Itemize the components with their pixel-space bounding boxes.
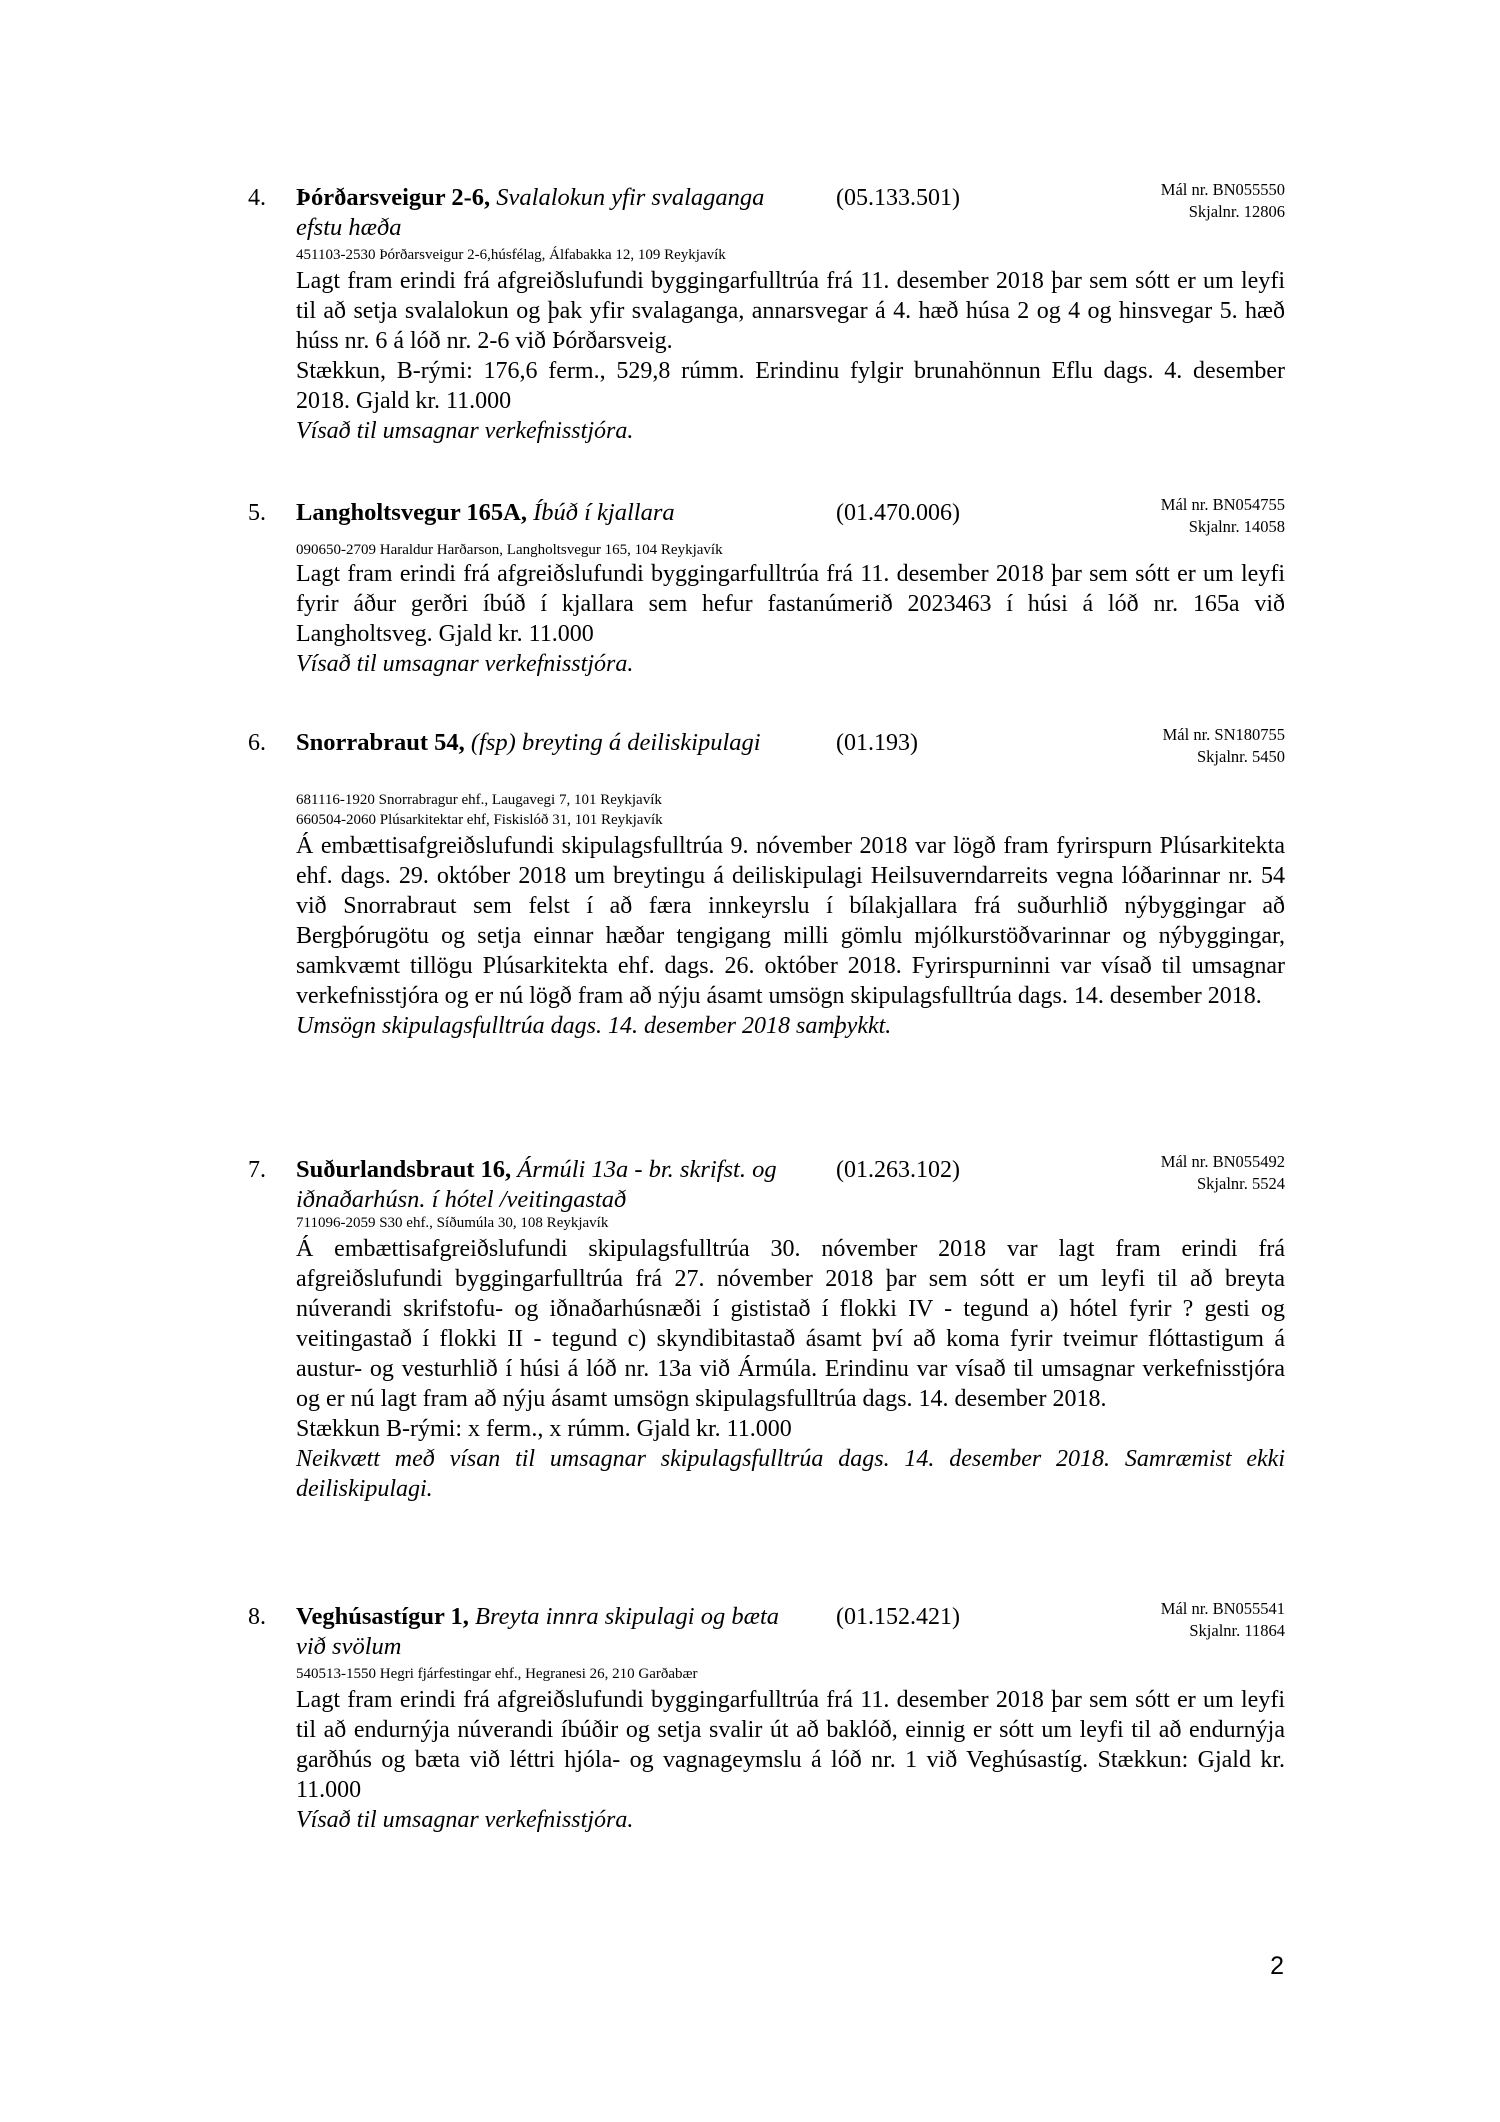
case-reference [1161, 1151, 1285, 1195]
case-number: Mál nr. SN180755 [1162, 725, 1285, 744]
document-number: Skjalnr. 5450 [1196, 747, 1285, 766]
document-number: Skjalnr. 5524 [1196, 1174, 1285, 1193]
applicant-list [296, 1664, 698, 1684]
item-heading [296, 728, 806, 758]
item-heading [296, 1602, 806, 1662]
item-body [296, 1234, 1285, 1504]
item-subject: Ármúli 13a - br. skrifst. og iðnaðarhúsn. í hótel /veitingastað [296, 1156, 777, 1213]
case-reference [1161, 1598, 1285, 1642]
case-number: Mál nr. BN054755 [1160, 495, 1285, 514]
item-body [296, 831, 1285, 1041]
item-land-code: (01.152.421) [836, 1604, 960, 1630]
applicant: 711096-2059 S30 ehf., Síðumúla 30, 108 Reykjavík [296, 1215, 609, 1231]
applicant: 660504-2060 Plúsarkitektar ehf, Fiskislóð 31, 101 Reykjavík [296, 812, 663, 828]
case-reference [1161, 179, 1285, 223]
item-body [296, 1685, 1285, 1835]
applicant-list [296, 245, 726, 265]
item-decision: Umsögn skipulagsfulltrúa dags. 14. desember 2018 samþykkt. [296, 1013, 892, 1039]
body-paragraph: Stækkun B-rými: x ferm., x rúmm. Gjald kr. 11.000 [296, 1416, 792, 1442]
applicant-list [296, 790, 663, 830]
case-number: Mál nr. BN055550 [1160, 180, 1285, 199]
item-body [296, 266, 1285, 446]
body-paragraph: Lagt fram erindi frá afgreiðslufundi byggingarfulltrúa frá 11. desember 2018 þar sem sótt er um leyfi til að endurnýja núverandi íbúðir og setja svalir út að baklóð, einnig er sótt um leyfi til að endurnýja garðhús og bæta við léttri hjóla- og vagnageymslu á lóð nr. 1 við Veghúsastíg. Stækkun: Gjald kr. 11.000 [296, 1687, 1285, 1803]
item-land-code: (05.133.501) [836, 185, 960, 211]
item-heading [296, 183, 806, 243]
item-decision: Vísað til umsagnar verkefnisstjóra. [296, 418, 634, 444]
case-number: Mál nr. BN055492 [1160, 1152, 1285, 1171]
item-body [296, 559, 1285, 679]
case-number: Mál nr. BN055541 [1160, 1599, 1285, 1618]
applicant-list [296, 1213, 608, 1233]
body-paragraph: Á embættisafgreiðslufundi skipulagsfulltrúa 30. nóvember 2018 var lagt fram erindi frá afgreiðslufundi byggingarfulltrúa frá 27. nóvember 2018 þar sem sótt er um leyfi til að breyta núverandi skrifstofu- og iðnaðarhúsnæði í gististað í flokki IV - tegund a) hótel fyrir ? gesti og veitingastað í flokki II - tegund c) skyndibitastað ásamt því að koma fyrir tveimur flóttastigum á austur- og vesturhlið í húsi á lóð nr. 13a við Ármúla. Erindinu var vísað til umsagnar verkefnisstjóra og er nú lagt fram að nýju ásamt umsögn skipulagsfulltrúa dags. 14. desember 2018. [296, 1236, 1285, 1412]
item-address: Suðurlandsbraut 16, [296, 1156, 512, 1183]
document-number: Skjalnr. 12806 [1188, 202, 1285, 221]
item-decision: Vísað til umsagnar verkefnisstjóra. [296, 1807, 634, 1833]
item-land-code: (01.470.006) [836, 500, 960, 526]
body-paragraph: Lagt fram erindi frá afgreiðslufundi byggingarfulltrúa frá 11. desember 2018 þar sem sótt er um leyfi til að setja svalalokun og þak yfir svalaganga, annarsvegar á 4. hæð húsa 2 og 4 og hinsvegar 5. hæð húss nr. 6 á lóð nr. 2-6 við Þórðarsveig. [296, 268, 1285, 354]
item-address: Þórðarsveigur 2-6, [296, 184, 491, 211]
item-decision: Vísað til umsagnar verkefnisstjóra. [296, 651, 634, 677]
item-land-code: (01.263.102) [836, 1157, 960, 1183]
applicant-list [296, 540, 723, 560]
case-reference [1163, 724, 1285, 768]
body-paragraph: Á embættisafgreiðslufundi skipulagsfulltrúa 9. nóvember 2018 var lögð fram fyrirspurn Plúsarkitekta ehf. dags. 29. október 2018 um breytingu á deiliskipulagi Heilsuverndarreits vegna lóðarinnar nr. 54 við Snorrabraut sem felst í að færa innkeyrslu í bílakjallara frá suðurhlið nýbyggingar að Bergþórugötu og setja einnar hæðar tengigang milli gömlu mjólkurstöðvarinnar og nýbyggingar, samkvæmt tillögu Plúsarkitekta ehf. dags. 26. október 2018. Fyrirspurninni var vísað til umsagnar verkefnisstjóra og er nú lögð fram að nýju ásamt umsögn skipulagsfulltrúa dags. 14. desember 2018. [296, 833, 1285, 1009]
applicant: 681116-1920 Snorrabragur ehf., Laugavegi 7, 101 Reykjavík [296, 792, 662, 808]
applicant: 540513-1550 Hegri fjárfestingar ehf., Hegranesi 26, 210 Garðabær [296, 1666, 698, 1682]
item-number: 4. [248, 185, 266, 211]
item-heading [296, 1155, 806, 1215]
case-reference [1161, 494, 1285, 538]
item-heading [296, 498, 806, 528]
item-address: Snorrabraut 54, [296, 729, 465, 756]
item-number: 6. [248, 730, 266, 756]
body-paragraph: Lagt fram erindi frá afgreiðslufundi byggingarfulltrúa frá 11. desember 2018 þar sem sótt er um leyfi fyrir áður gerðri íbúð í kjallara sem hefur fastanúmerið 2023463 í húsi á lóð nr. 165a við Langholtsveg. Gjald kr. 11.000 [296, 561, 1285, 647]
item-number: 5. [248, 500, 266, 526]
item-subject: Svalalokun yfir svalaganga efstu hæða [296, 184, 765, 241]
document-number: Skjalnr. 14058 [1188, 517, 1285, 536]
item-address: Langholtsvegur 165A, [296, 499, 527, 526]
document-number: Skjalnr. 11864 [1189, 1621, 1285, 1640]
item-address: Veghúsastígur 1, [296, 1603, 469, 1630]
item-number: 7. [248, 1157, 266, 1183]
body-paragraph: Stækkun, B-rými: 176,6 ferm., 529,8 rúmm. Erindinu fylgir brunahönnun Eflu dags. 4. desember 2018. Gjald kr. 11.000 [296, 358, 1285, 414]
item-number: 8. [248, 1604, 266, 1630]
applicant: 451103-2530 Þórðarsveigur 2-6,húsfélag, Álfabakka 12, 109 Reykjavík [296, 247, 726, 263]
page-number: 2 [1270, 1952, 1284, 1980]
item-decision: Neikvætt með vísan til umsagnar skipulagsfulltrúa dags. 14. desember 2018. Samræmist ekki deiliskipulagi. [296, 1446, 1285, 1502]
item-land-code: (01.193) [836, 730, 918, 756]
item-subject: (fsp) breyting á deiliskipulagi [470, 729, 761, 756]
item-subject: Breyta innra skipulagi og bæta við svölum [296, 1603, 780, 1660]
applicant: 090650-2709 Haraldur Harðarson, Langholtsvegur 165, 104 Reykjavík [296, 542, 723, 558]
item-subject: Íbúð í kjallara [533, 499, 675, 526]
